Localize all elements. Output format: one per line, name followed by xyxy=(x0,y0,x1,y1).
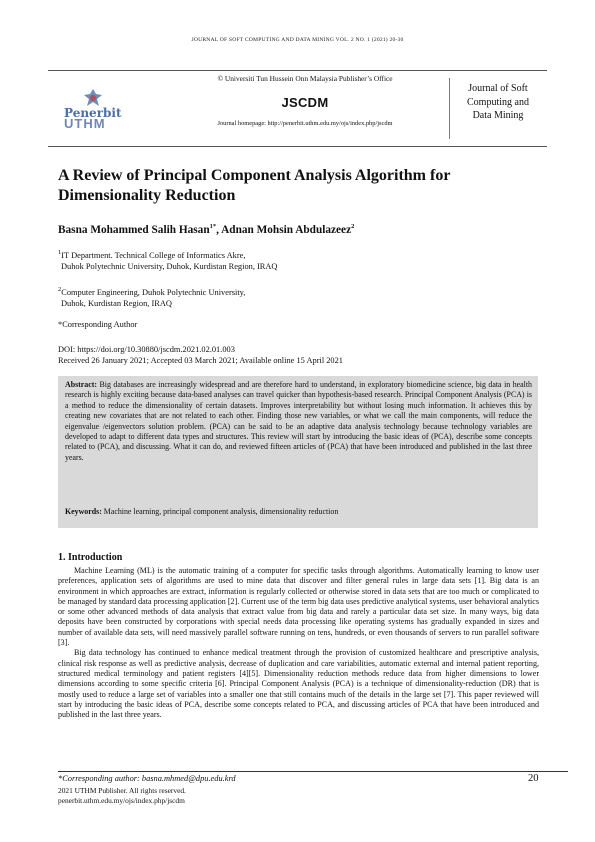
logo-text-penerbit: Penerbit xyxy=(64,106,122,120)
journal-header xyxy=(160,74,450,127)
journal-name-line: Data Mining xyxy=(472,110,524,121)
page-number: 20 xyxy=(528,773,539,784)
section-heading: 1. Introduction xyxy=(58,552,123,563)
author-affiliation-mark: 1* xyxy=(209,223,217,231)
keywords-list: Machine learning, principal component analysis, dimensionality reduction xyxy=(101,507,339,516)
header-bottom-rule xyxy=(48,146,547,147)
affiliation-line: Duhok, Kurdistan Region, IRAQ xyxy=(61,299,172,308)
journal-name-line: Computing and xyxy=(467,96,529,108)
uthm-seal-icon xyxy=(82,88,104,108)
publisher-rights: 2021 UTHM Publisher. All rights reserved. xyxy=(58,786,186,795)
author-name: Adnan Mohsin Abdulazeez xyxy=(221,224,352,236)
keywords xyxy=(65,507,532,516)
journal-name-line: Journal of Soft xyxy=(468,83,528,94)
keywords-label: Keywords: xyxy=(65,507,102,516)
paragraph: Machine Learning (ML) is the automatic training of a computer for specific tasks through algorithms. Automatically learning to know user preferences, application sets of algorithms are used to mine data that discover and filter general rules in large data sets [1]. Big data is an environment in which approaches are extract, information is regularly collected or otherwise stored in data sets that are too much or complicated to be managed by standard data processing application [2]. Current use of the term big data uses predictive analytical systems, user behavioral analytics or some other advanced methods of data analysis that extract value from big data and rarely a particular data set size. In many ways, big data deposits have been constructed by corporations with special needs data processing like operating systems has gradually expanded in sizes and number of available data sets, will need massively parallel software running on tens, hundreds, or even thousands of servers to run parallel software [3]. xyxy=(58,566,539,648)
publisher-url[interactable]: penerbit.uthm.edu.my/ojs/index.php/jscdm xyxy=(58,796,185,805)
logo-text-uthm: UTHM xyxy=(64,116,106,131)
section-body xyxy=(58,566,539,720)
affiliation-mark: 1 xyxy=(58,249,62,257)
journal-homepage[interactable]: Journal homepage: http://penerbit.uthm.edu.my/ojs/index.php/jscdm xyxy=(217,120,393,127)
corresponding-email[interactable]: *Corresponding author: basna.mhmed@dpu.edu.krd xyxy=(58,774,236,783)
abstract-body: Big databases are increasingly widespread and are therefore hard to understand, in exploratory biomedicine science, big data in health research is highly exciting because data-based analyses can travel quicker than hypothesis-based research. Principal Component Analysis (PCA) is a method to reduce the dimensionality of certain datasets. Improves interpretability but without losing much information. It achieves this by creating new covariates that are not related to each other. Finding those new variables, or what we call the main components, will reduce the eigenvalue /eigenvectors solution problem. (PCA) can be said to be an adaptive data analysis technology because technology variables are developed to adapt to different data types and structures. This review will start by introducing the basic ideas of (PCA), describe some concepts related to (PCA), and discussing. What it can do, and reviewed fifteen articles of (PCA) that have been introduced and published in the last three years. xyxy=(65,380,532,462)
publisher-info xyxy=(58,786,186,806)
affiliation-line: Computer Engineering, Duhok Polytechnic University, xyxy=(61,288,246,297)
author-affiliation-mark: 2 xyxy=(351,223,355,231)
article-title: A Review of Principal Component Analysis Algorithm for Dimensionality Reduction xyxy=(58,167,451,204)
affiliation-mark: 2 xyxy=(58,286,62,294)
affiliation-line: Duhok Polytechnic University, Duhok, Kurdistan Region, IRAQ xyxy=(61,262,278,271)
footer-rule xyxy=(58,771,568,772)
author-list xyxy=(58,224,354,236)
doi-link[interactable]: DOI: https://doi.org/10.30880/jscdm.2021.02.01.003 xyxy=(58,345,235,354)
affiliation-2 xyxy=(58,287,245,309)
publisher-logo xyxy=(60,92,132,132)
affiliation-1 xyxy=(58,250,278,272)
article-meta xyxy=(58,344,343,366)
copyright-line: © Universiti Tun Hussein Onn Malaysia Publisher’s Office xyxy=(217,74,393,83)
running-header: JOURNAL OF SOFT COMPUTING AND DATA MINING VOL. 2 NO. 1 (2021) 20-30 xyxy=(191,37,404,43)
journal-short-name: JSCDM xyxy=(281,95,329,110)
header-top-rule xyxy=(48,70,547,71)
abstract-text xyxy=(65,380,532,463)
author-separator: , xyxy=(216,224,222,236)
abstract-box xyxy=(58,376,538,528)
author-name: Basna Mohammed Salih Hasan xyxy=(58,224,210,236)
corresponding-author-note: *Corresponding Author xyxy=(58,320,138,329)
abstract-label: Abstract: xyxy=(65,380,97,389)
paragraph: Big data technology has continued to enhance medical treatment through the provision of customized healthcare and prescriptive analysis, clinical risk response as well as predictive analysis, decrease of duplication and care variabilities, automatic external and internal patient reporting, structured medical terminology and patient registers [4][5]. Dimensionality reduction methods reduce data from higher dimensions to lower dimensions according to some specific criteria [6]. Principal Component Analysis (PCA) is a technique of dimensionality-reduction (DR) that is mostly used to reduce a large set of variables into a smaller one that still contains much of the details in the large set [7]. This paper reviewed will start by introducing the basic ideas of PCA, describe some concepts related to PCA, and discussing articles of PCA that have been introduced and published in the last three years. xyxy=(58,648,539,720)
article-dates: Received 26 January 2021; Accepted 03 March 2021; Available online 15 April 2021 xyxy=(58,356,343,365)
journal-full-name xyxy=(449,78,546,139)
affiliation-line: IT Department. Technical College of Informatics Akre, xyxy=(61,251,246,260)
